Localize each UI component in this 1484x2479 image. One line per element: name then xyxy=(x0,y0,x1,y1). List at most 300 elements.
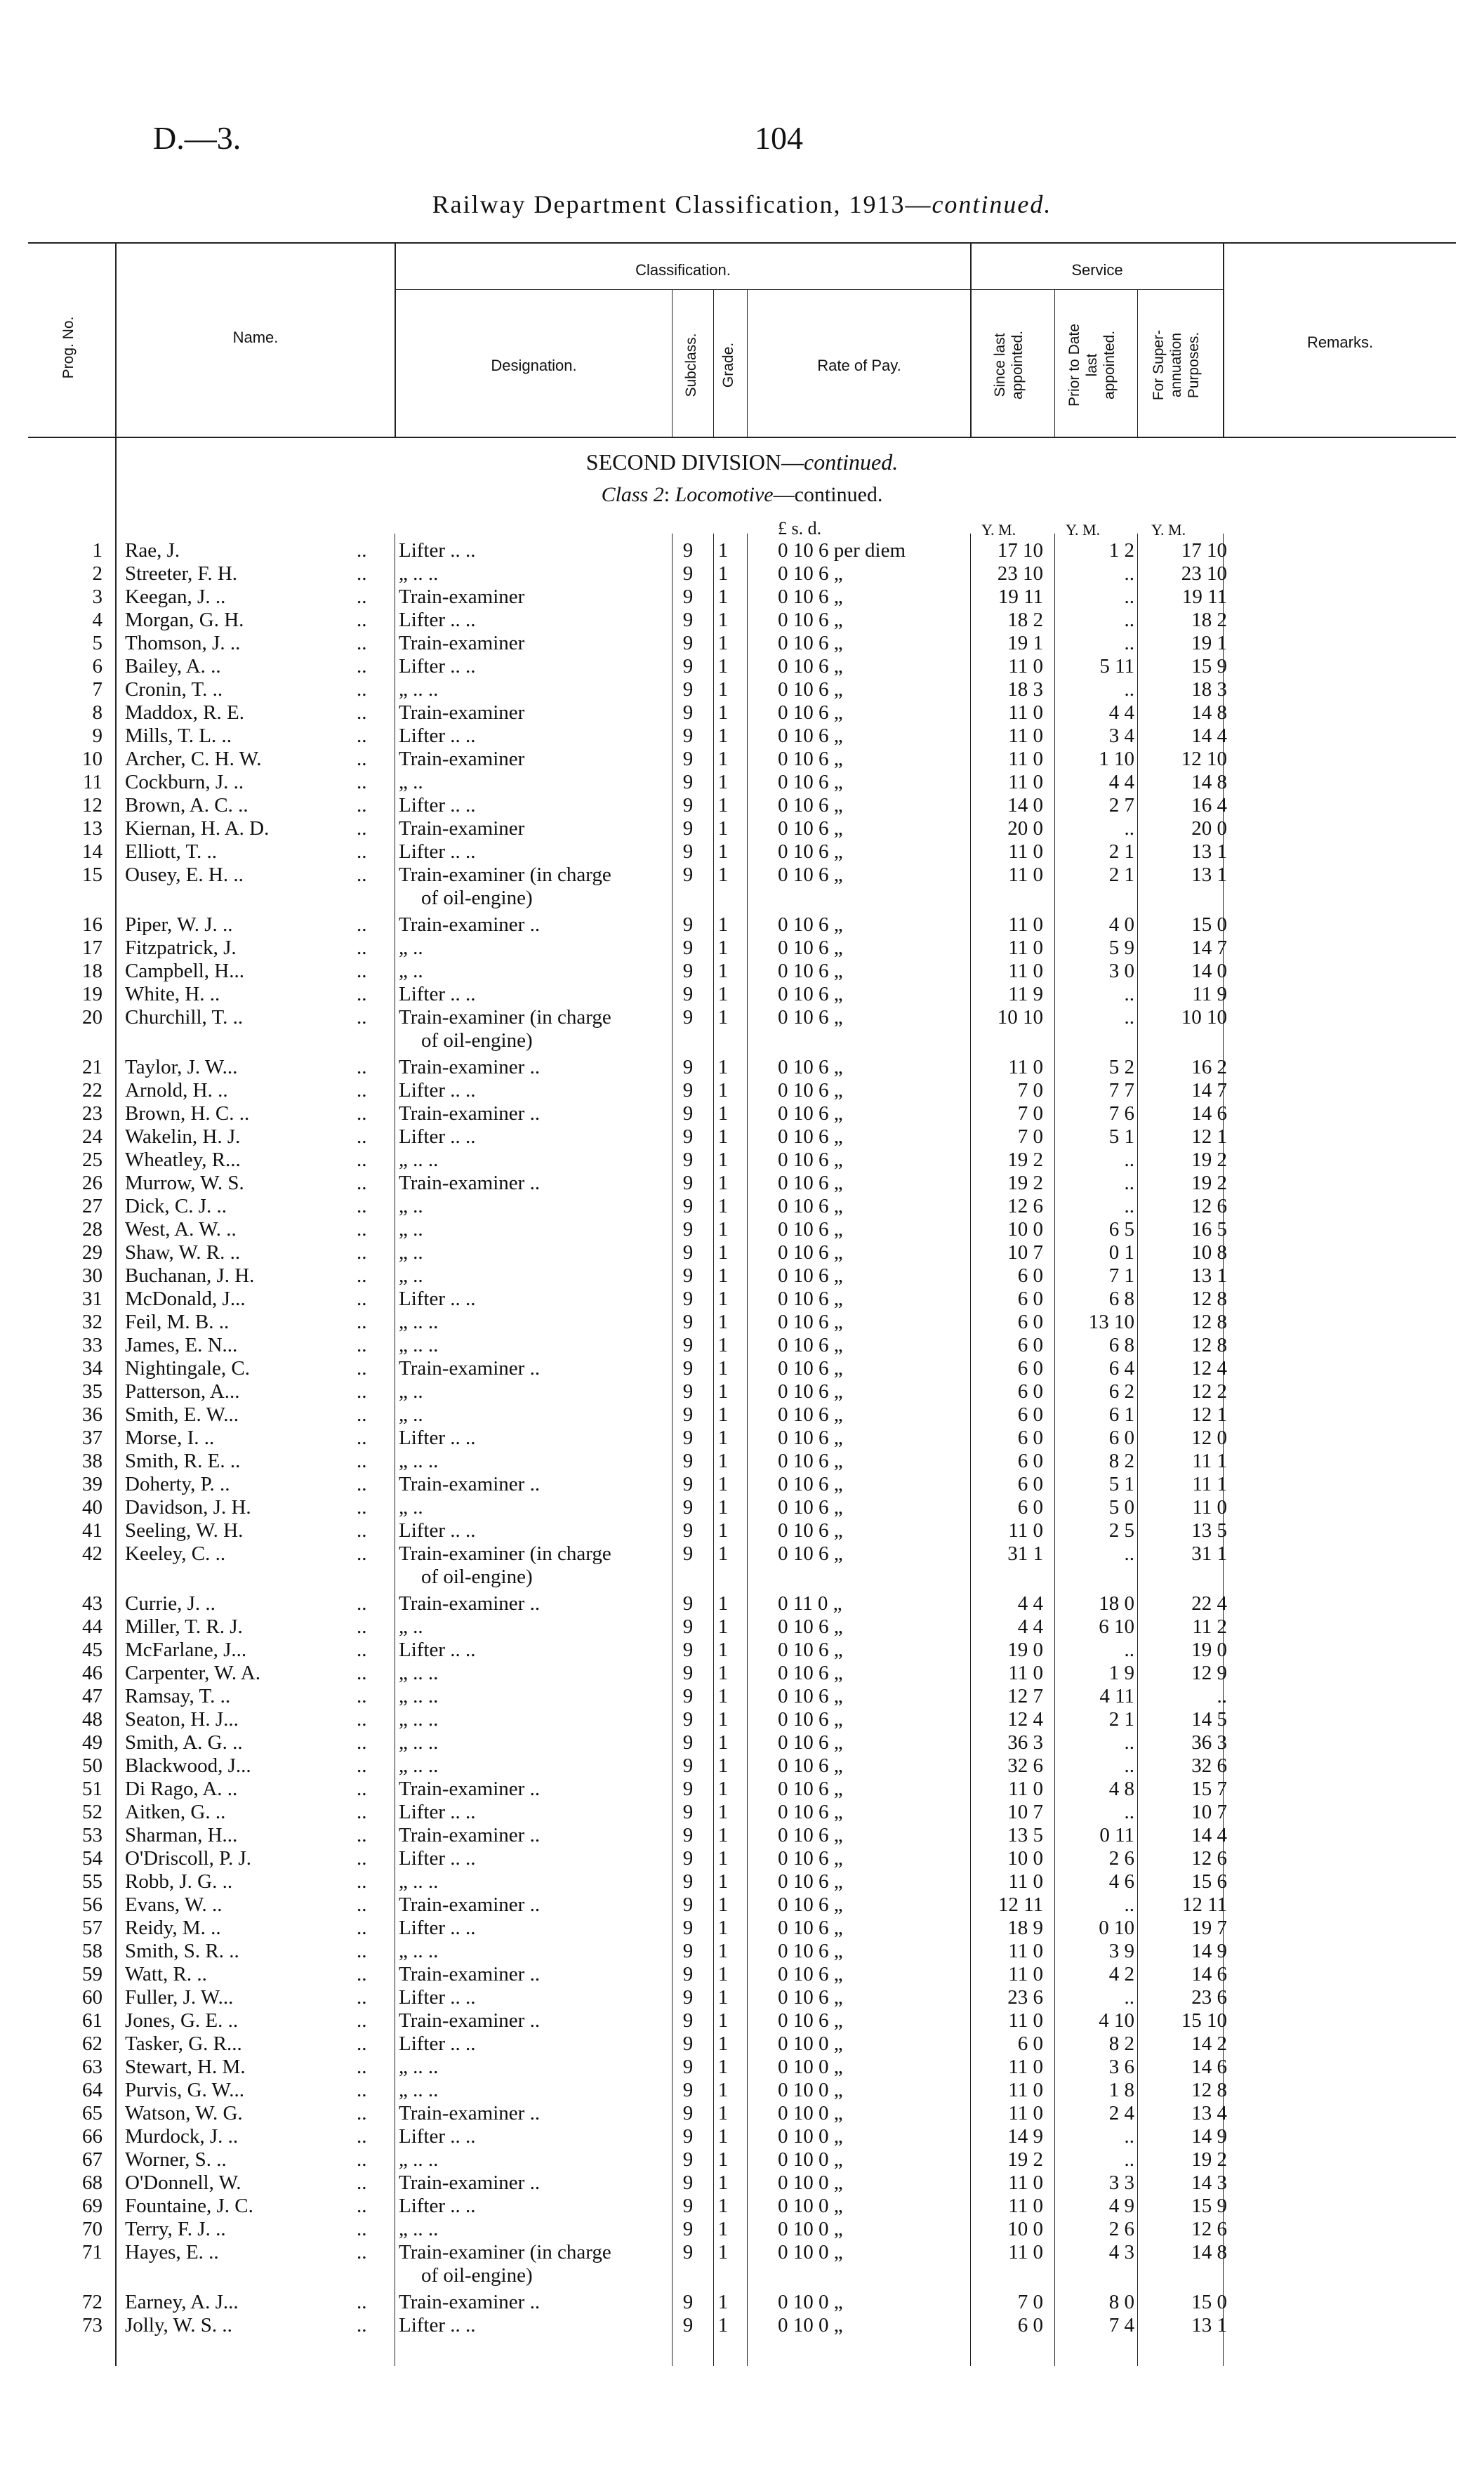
rate-of-pay: 0 10 0 „ xyxy=(778,2314,843,2336)
prior-to-date: 3 9 xyxy=(1108,1940,1134,1962)
since-last-appointed: 18 9 xyxy=(1007,1917,1043,1939)
leader-dots: .. xyxy=(357,1986,367,2009)
designation: Lifter .. .. xyxy=(399,655,476,677)
leader-dots: .. xyxy=(357,725,367,747)
designation: Lifter .. .. xyxy=(399,1801,476,1823)
table-row xyxy=(0,1006,1484,1029)
prior-to-date: .. xyxy=(1124,678,1134,701)
designation: „ .. xyxy=(399,1380,423,1403)
since-last-appointed: 6 0 xyxy=(1017,1264,1043,1287)
subclass: 9 xyxy=(682,840,694,863)
since-last-appointed: 10 7 xyxy=(1007,1241,1043,1264)
since-last-appointed: 19 2 xyxy=(1007,1149,1043,1171)
superannuation: 11 1 xyxy=(1192,1473,1227,1495)
table-row xyxy=(0,655,1484,678)
grade: 1 xyxy=(717,1496,729,1519)
superannuation: 14 0 xyxy=(1191,960,1227,982)
since-last-appointed: 7 0 xyxy=(1017,2291,1043,2313)
subclass: 9 xyxy=(682,864,694,886)
staff-name: Worner, S. .. xyxy=(125,2148,227,2171)
division-name: SECOND DIVISION— xyxy=(585,449,804,475)
designation: Lifter .. .. xyxy=(399,2125,476,2148)
staff-name: Doherty, P. .. xyxy=(125,1473,230,1495)
staff-name: Morse, I. .. xyxy=(125,1427,215,1449)
prior-to-date: 1 9 xyxy=(1108,1662,1134,1684)
leader-dots: .. xyxy=(357,913,367,936)
table-row xyxy=(0,2241,1484,2264)
staff-name: White, H. .. xyxy=(125,983,220,1005)
leader-dots: .. xyxy=(357,1917,367,1939)
header-bottom-rule xyxy=(28,437,1456,438)
superannuation: 14 7 xyxy=(1191,937,1227,959)
subclass: 9 xyxy=(682,2032,694,2055)
since-last-appointed: 11 0 xyxy=(1008,1056,1043,1078)
rate-of-pay: 0 10 6 „ xyxy=(778,1357,843,1380)
prior-to-date: 4 9 xyxy=(1108,2195,1134,2217)
col-rule-prior xyxy=(1137,289,1138,437)
table-row xyxy=(0,586,1484,609)
prior-to-date: 5 0 xyxy=(1108,1496,1134,1519)
subclass: 9 xyxy=(682,1006,694,1029)
since-last-appointed: 11 9 xyxy=(1008,983,1043,1005)
table-row xyxy=(0,2314,1484,2337)
rate-of-pay: 0 10 6 „ xyxy=(778,725,843,747)
superannuation: 13 1 xyxy=(1191,2314,1227,2336)
leader-dots: .. xyxy=(357,562,367,585)
leader-dots: .. xyxy=(357,840,367,863)
prog-no: 20 xyxy=(82,1006,102,1029)
col-rule-designation xyxy=(672,289,673,437)
table-row xyxy=(0,2056,1484,2079)
table-row xyxy=(0,817,1484,840)
col-rule-grade xyxy=(747,289,748,437)
superannuation: 12 6 xyxy=(1191,1195,1227,1217)
prog-no: 24 xyxy=(82,1125,102,1148)
prog-no: 31 xyxy=(82,1288,102,1310)
since-last-appointed: 7 0 xyxy=(1017,1125,1043,1148)
rate-of-pay: 0 10 6 „ xyxy=(778,1079,843,1102)
since-last-appointed: 6 0 xyxy=(1017,1427,1043,1449)
since-last-appointed: 6 0 xyxy=(1017,2314,1043,2336)
rate-of-pay: 0 10 0 „ xyxy=(778,2195,843,2217)
leader-dots: .. xyxy=(357,1334,367,1356)
superannuation: 14 2 xyxy=(1191,2032,1227,2055)
designation: Lifter .. .. xyxy=(399,2032,476,2055)
leader-dots: .. xyxy=(357,1288,367,1310)
grade: 1 xyxy=(717,1288,729,1310)
staff-name: Fuller, J. W... xyxy=(125,1986,234,2009)
staff-name: Churchill, T. .. xyxy=(125,1006,244,1029)
prior-to-date: 6 10 xyxy=(1099,1615,1134,1638)
grade: 1 xyxy=(717,1778,729,1800)
prior-to-date: .. xyxy=(1124,562,1134,585)
subclass: 9 xyxy=(682,1403,694,1426)
prog-no: 73 xyxy=(82,2314,102,2336)
staff-name: O'Driscoll, P. J. xyxy=(125,1847,252,1870)
rate-of-pay: 0 10 6 „ xyxy=(778,960,843,982)
subclass: 9 xyxy=(682,1940,694,1962)
table-row xyxy=(0,983,1484,1006)
designation: Lifter .. .. xyxy=(399,2314,476,2336)
leader-dots: .. xyxy=(357,1218,367,1241)
rate-of-pay: 0 10 6 „ xyxy=(778,1963,843,1985)
since-last-appointed: 11 0 xyxy=(1008,2241,1043,2263)
since-last-appointed: 6 0 xyxy=(1017,1403,1043,1426)
subclass: 9 xyxy=(682,1778,694,1800)
table-row xyxy=(0,960,1484,983)
grade: 1 xyxy=(717,1685,729,1707)
subclass: 9 xyxy=(682,2218,694,2240)
subclass: 9 xyxy=(682,701,694,724)
leader-dots: .. xyxy=(357,1662,367,1684)
subclass: 9 xyxy=(682,1685,694,1707)
grade: 1 xyxy=(717,817,729,840)
grade: 1 xyxy=(717,1847,729,1870)
table-row xyxy=(0,609,1484,632)
leader-dots: .. xyxy=(357,2079,367,2101)
staff-name: Campbell, H... xyxy=(125,960,244,982)
prog-no: 40 xyxy=(82,1496,102,1519)
superannuation: 19 0 xyxy=(1191,1639,1227,1661)
col-rule-subclass xyxy=(713,289,714,437)
superannuation: 18 2 xyxy=(1191,609,1227,631)
superannuation: 12 6 xyxy=(1191,1847,1227,1870)
grade: 1 xyxy=(717,771,729,793)
leader-dots: .. xyxy=(357,1893,367,1916)
rate-of-pay: 0 10 6 „ xyxy=(778,1241,843,1264)
table-row xyxy=(0,1542,1484,1566)
staff-name: Archer, C. H. W. xyxy=(125,748,262,770)
grade: 1 xyxy=(717,1662,729,1684)
grade: 1 xyxy=(717,1149,729,1171)
prior-to-date: .. xyxy=(1124,1006,1134,1029)
prior-to-date: 1 8 xyxy=(1108,2079,1134,2101)
designation: Train-examiner .. xyxy=(399,1592,541,1615)
classification-underline xyxy=(395,289,970,290)
staff-name: Wheatley, R... xyxy=(125,1149,241,1171)
subclass: 9 xyxy=(682,1334,694,1356)
designation: Lifter .. .. xyxy=(399,1639,476,1661)
prior-to-date: 4 6 xyxy=(1108,1870,1134,1893)
rate-of-pay: 0 10 6 „ xyxy=(778,1519,843,1542)
designation: „ .. .. xyxy=(399,2218,439,2240)
designation: Lifter .. .. xyxy=(399,1986,476,2009)
staff-name: Shaw, W. R. .. xyxy=(125,1241,241,1264)
superannuation: 14 4 xyxy=(1191,725,1227,747)
superannuation: 12 10 xyxy=(1181,748,1227,770)
rate-of-pay: 0 10 6 „ xyxy=(778,1870,843,1893)
staff-name: Dick, C. J. .. xyxy=(125,1195,227,1217)
designation: „ .. xyxy=(399,1241,423,1264)
rate-of-pay: 0 10 0 „ xyxy=(778,2218,843,2240)
since-last-appointed: 6 0 xyxy=(1017,1357,1043,1380)
since-last-appointed: 11 0 xyxy=(1008,937,1043,959)
prior-to-date: 6 4 xyxy=(1108,1357,1134,1380)
table-row xyxy=(0,937,1484,960)
table-row xyxy=(0,1917,1484,1940)
grade: 1 xyxy=(717,1824,729,1846)
staff-name: Tasker, G. R... xyxy=(125,2032,242,2055)
designation: Lifter .. .. xyxy=(399,983,476,1005)
prior-to-date: .. xyxy=(1124,632,1134,654)
designation: „ .. .. xyxy=(399,1940,439,1962)
prior-to-date: 8 2 xyxy=(1108,2032,1134,2055)
staff-name: Jones, G. E. .. xyxy=(125,2009,239,2032)
rate-of-pay: 0 10 6 „ xyxy=(778,937,843,959)
table-row xyxy=(0,1685,1484,1708)
prior-to-date: 2 1 xyxy=(1108,864,1134,886)
staff-name: Aitken, G. .. xyxy=(125,1801,226,1823)
rate-of-pay: 0 10 6 „ xyxy=(778,1847,843,1870)
prog-no: 29 xyxy=(82,1241,102,1264)
prior-to-date: 6 2 xyxy=(1108,1380,1134,1403)
page-reference: D.—3. xyxy=(153,120,241,156)
subclass: 9 xyxy=(682,1056,694,1078)
since-last-appointed: 11 0 xyxy=(1008,1778,1043,1800)
col-service: Service xyxy=(1071,261,1123,279)
table-row xyxy=(0,2032,1484,2056)
designation: Train-examiner .. xyxy=(399,2102,541,2124)
designation: „ .. xyxy=(399,771,423,793)
leader-dots: .. xyxy=(357,2032,367,2055)
since-last-appointed: 19 1 xyxy=(1007,632,1043,654)
rate-of-pay: 0 10 6 „ xyxy=(778,1380,843,1403)
table-row xyxy=(0,1870,1484,1893)
table-row xyxy=(0,1940,1484,1963)
table-row xyxy=(0,1218,1484,1241)
prog-no: 42 xyxy=(82,1542,102,1565)
since-last-appointed: 17 10 xyxy=(997,539,1043,562)
grade: 1 xyxy=(717,1963,729,1985)
leader-dots: .. xyxy=(357,1357,367,1380)
staff-name: Feil, M. B. .. xyxy=(125,1311,230,1333)
grade: 1 xyxy=(717,1403,729,1426)
subclass: 9 xyxy=(682,1450,694,1472)
superannuation: 12 9 xyxy=(1191,1662,1227,1684)
since-last-appointed: 11 0 xyxy=(1008,913,1043,936)
staff-name: Kiernan, H. A. D. xyxy=(125,817,270,840)
prior-to-date: 0 11 xyxy=(1099,1824,1134,1846)
grade: 1 xyxy=(717,913,729,936)
leader-dots: .. xyxy=(357,960,367,982)
designation: „ .. .. xyxy=(399,562,439,585)
header-top-rule xyxy=(28,242,1456,244)
superannuation: 15 6 xyxy=(1191,1870,1227,1893)
prior-to-date: .. xyxy=(1124,1172,1134,1194)
table-row xyxy=(0,1311,1484,1334)
prior-to-date: 6 0 xyxy=(1108,1427,1134,1449)
table-row xyxy=(0,2171,1484,2195)
prog-no: 44 xyxy=(82,1615,102,1638)
table-row xyxy=(0,1473,1484,1496)
designation: Lifter .. .. xyxy=(399,1847,476,1870)
designation: „ .. .. xyxy=(399,2148,439,2171)
prog-no: 18 xyxy=(82,960,102,982)
grade: 1 xyxy=(717,2241,729,2263)
table-row xyxy=(0,1592,1484,1615)
since-last-appointed: 11 0 xyxy=(1008,748,1043,770)
prog-no: 10 xyxy=(82,748,102,770)
grade: 1 xyxy=(717,1218,729,1241)
staff-name: Blackwood, J... xyxy=(125,1754,251,1777)
rate-of-pay: 0 10 6 „ xyxy=(778,1334,843,1356)
prog-no: 67 xyxy=(82,2148,102,2171)
prog-no: 49 xyxy=(82,1731,102,1754)
prior-to-date: 4 4 xyxy=(1108,771,1134,793)
table-row xyxy=(0,1778,1484,1801)
prior-to-date: 7 6 xyxy=(1108,1102,1134,1125)
leader-dots: .. xyxy=(357,1380,367,1403)
grade: 1 xyxy=(717,1986,729,2009)
grade: 1 xyxy=(717,1917,729,1939)
pay-units: £ s. d. xyxy=(778,518,822,538)
since-last-appointed: 6 0 xyxy=(1017,1334,1043,1356)
leader-dots: .. xyxy=(357,1519,367,1542)
col-classification: Classification. xyxy=(635,261,731,279)
subclass: 9 xyxy=(682,1801,694,1823)
grade: 1 xyxy=(717,2195,729,2217)
superannuation: 14 4 xyxy=(1191,1824,1227,1846)
subclass: 9 xyxy=(682,748,694,770)
designation: Train-examiner .. xyxy=(399,1357,541,1380)
staff-name: Patterson, A... xyxy=(125,1380,240,1403)
designation: „ .. .. xyxy=(399,1450,439,1472)
staff-name: Bailey, A. .. xyxy=(125,655,221,677)
grade: 1 xyxy=(717,2314,729,2336)
super-units: Y. M. xyxy=(1151,521,1186,538)
prog-no: 56 xyxy=(82,1893,102,1916)
designation: „ .. .. xyxy=(399,1334,439,1356)
grade: 1 xyxy=(717,2102,729,2124)
leader-dots: .. xyxy=(357,771,367,793)
leader-dots: .. xyxy=(357,1264,367,1287)
prog-no: 28 xyxy=(82,1218,102,1241)
designation: „ .. .. xyxy=(399,1708,439,1731)
table-row xyxy=(0,725,1484,748)
superannuation: 11 1 xyxy=(1192,1450,1227,1472)
col-rate-of-pay: Rate of Pay. xyxy=(817,357,901,374)
designation: Lifter .. .. xyxy=(399,794,476,817)
rate-of-pay: 0 10 6 „ xyxy=(778,609,843,631)
subclass: 9 xyxy=(682,1473,694,1495)
staff-name: Streeter, F. H. xyxy=(125,562,238,585)
leader-dots: .. xyxy=(357,1824,367,1846)
grade: 1 xyxy=(717,1639,729,1661)
leader-dots: .. xyxy=(357,609,367,631)
since-last-appointed: 10 0 xyxy=(1007,2218,1043,2240)
since-last-appointed: 6 0 xyxy=(1017,1380,1043,1403)
prior-to-date: 4 2 xyxy=(1108,1963,1134,1985)
subclass: 9 xyxy=(682,1079,694,1102)
prog-no: 58 xyxy=(82,1940,102,1962)
staff-name: Hayes, E. .. xyxy=(125,2241,219,2263)
designation: Train-examiner .. xyxy=(399,1824,541,1846)
since-last-appointed: 6 0 xyxy=(1017,1496,1043,1519)
prior-to-date: .. xyxy=(1124,1195,1134,1217)
prog-no: 8 xyxy=(92,701,102,724)
since-last-appointed: 11 0 xyxy=(1008,2056,1043,2078)
leader-dots: .. xyxy=(357,983,367,1005)
prior-to-date: .. xyxy=(1124,1893,1134,1916)
staff-name: Arnold, H. .. xyxy=(125,1079,228,1102)
rate-of-pay: 0 10 6 „ xyxy=(778,1940,843,1962)
superannuation: 10 7 xyxy=(1191,1801,1227,1823)
rate-of-pay: 0 10 6 „ xyxy=(778,864,843,886)
grade: 1 xyxy=(717,2291,729,2313)
grade: 1 xyxy=(717,1542,729,1565)
table-row xyxy=(0,1519,1484,1542)
rate-of-pay: 0 10 6 „ xyxy=(778,1102,843,1125)
prog-no: 9 xyxy=(92,725,102,747)
superannuation: 12 8 xyxy=(1191,2079,1227,2101)
prior-to-date: .. xyxy=(1124,609,1134,631)
class-name: Class 2 xyxy=(601,483,664,506)
staff-name: Purvis, G. W... xyxy=(125,2079,245,2101)
col-grade: Grade. xyxy=(720,342,736,388)
designation: „ .. xyxy=(399,960,423,982)
prior-to-date: 3 0 xyxy=(1108,960,1134,982)
leader-dots: .. xyxy=(357,1592,367,1615)
staff-name: Keeley, C. .. xyxy=(125,1542,226,1565)
prog-no: 19 xyxy=(82,983,102,1005)
since-last-appointed: 7 0 xyxy=(1017,1079,1043,1102)
superannuation: 23 6 xyxy=(1191,1986,1227,2009)
prior-to-date: .. xyxy=(1124,817,1134,840)
prog-no: 30 xyxy=(82,1264,102,1287)
grade: 1 xyxy=(717,655,729,677)
service-underline xyxy=(970,289,1223,290)
designation: Train-examiner .. xyxy=(399,2291,541,2313)
prog-no: 63 xyxy=(82,2056,102,2078)
leader-dots: .. xyxy=(357,1847,367,1870)
rate-of-pay: 0 10 6 „ xyxy=(778,1125,843,1148)
leader-dots: .. xyxy=(357,1473,367,1495)
designation-continuation: of oil-engine) xyxy=(421,887,533,909)
designation: Train-examiner xyxy=(399,748,525,770)
subclass: 9 xyxy=(682,1149,694,1171)
grade: 1 xyxy=(717,864,729,886)
designation: „ .. .. xyxy=(399,678,439,701)
leader-dots: .. xyxy=(357,937,367,959)
prog-no: 64 xyxy=(82,2079,102,2101)
designation: Train-examiner (in charge xyxy=(399,2241,611,2263)
table-row xyxy=(0,794,1484,817)
prior-to-date: .. xyxy=(1124,1986,1134,2009)
table-row xyxy=(0,2102,1484,2125)
leader-dots: .. xyxy=(357,748,367,770)
division-continued: continued. xyxy=(804,449,899,475)
designation: „ .. xyxy=(399,1218,423,1241)
prog-no: 25 xyxy=(82,1149,102,1171)
subclass: 9 xyxy=(682,2195,694,2217)
rate-of-pay: 0 10 0 „ xyxy=(778,2241,843,2263)
subclass: 9 xyxy=(682,1519,694,1542)
leader-dots: .. xyxy=(357,586,367,608)
grade: 1 xyxy=(717,960,729,982)
prior-to-date: 2 1 xyxy=(1108,840,1134,863)
grade: 1 xyxy=(717,725,729,747)
table-row xyxy=(0,2079,1484,2102)
since-last-appointed: 11 0 xyxy=(1008,2171,1043,2194)
since-last-appointed: 19 2 xyxy=(1007,2148,1043,2171)
leader-dots: .. xyxy=(357,2195,367,2217)
leader-dots: .. xyxy=(357,1125,367,1148)
designation: Lifter .. .. xyxy=(399,1079,476,1102)
grade: 1 xyxy=(717,983,729,1005)
subclass: 9 xyxy=(682,1662,694,1684)
superannuation: 13 4 xyxy=(1191,2102,1227,2124)
superannuation: 16 4 xyxy=(1191,794,1227,817)
